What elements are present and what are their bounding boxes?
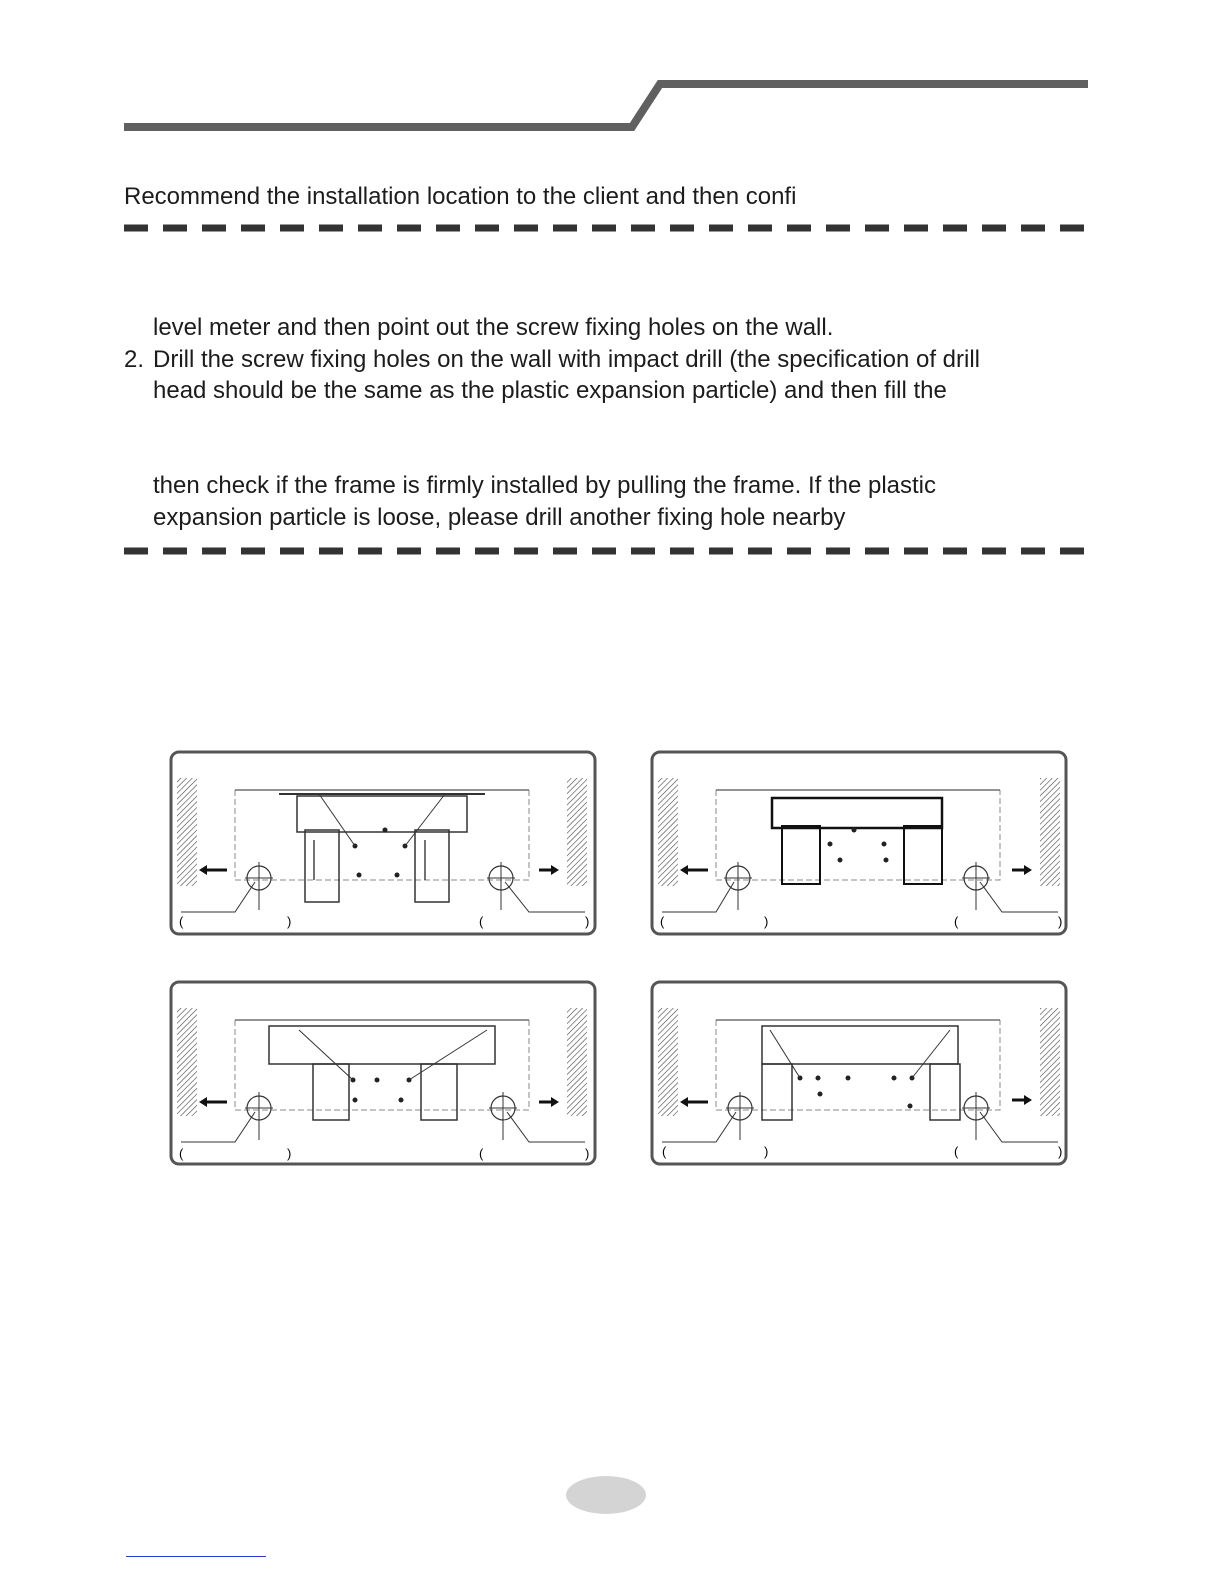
fig-d-paren-4: ) (1058, 1144, 1063, 1159)
fig-a-paren-1: ( (179, 914, 184, 929)
fig-a-paren-4: ) (585, 914, 590, 929)
fig-b-paren-3: ( (954, 914, 959, 929)
fig-c-paren-1: ( (179, 1146, 184, 1161)
fig-c-paren-4: ) (585, 1146, 590, 1161)
fig-a-paren-2: ) (287, 914, 292, 929)
fig-c-paren-2: ) (287, 1146, 292, 1161)
fig-b-paren-1: ( (660, 914, 665, 929)
fig-b-paren-4: ) (1058, 914, 1063, 929)
intro-text: Recommend the installation location to the client and then confi (124, 183, 797, 210)
footer-link-underline[interactable] (126, 1556, 266, 1557)
fig-a-paren-3: ( (479, 914, 484, 929)
fig-d-paren-1: ( (662, 1144, 667, 1159)
installation-figure-d (650, 980, 1078, 1166)
dashed-divider-top (124, 224, 1088, 232)
figure-a-drawing (169, 750, 597, 936)
step3-line2: expansion particle is loose, please drill another fixing hole nearby (153, 504, 846, 531)
figure-b-drawing (650, 750, 1068, 936)
figure-d-drawing (650, 980, 1068, 1166)
step2-line1: Drill the screw fixing holes on the wall with impact drill (the specification of drill (153, 346, 980, 373)
dashed-divider-bottom (124, 547, 1088, 555)
fig-d-paren-3: ( (954, 1144, 959, 1159)
installation-figure-c (169, 980, 597, 1166)
step3-line1: then check if the frame is firmly installed by pulling the frame. If the plastic (153, 472, 937, 499)
installation-figure-b (650, 750, 1078, 936)
fig-c-paren-3: ( (479, 1146, 484, 1161)
step1-continuation: level meter and then point out the screw fixing holes on the wall. (153, 314, 834, 341)
step2-number: 2. (124, 346, 145, 373)
fig-d-paren-2: ) (764, 1144, 769, 1159)
header-rule (0, 0, 1224, 140)
page-number-badge (566, 1476, 646, 1514)
figure-c-drawing (169, 980, 597, 1166)
fig-b-paren-2: ) (764, 914, 769, 929)
installation-figure-a (169, 750, 597, 936)
step2-line2: head should be the same as the plastic expansion particle) and then fill the (153, 377, 947, 404)
